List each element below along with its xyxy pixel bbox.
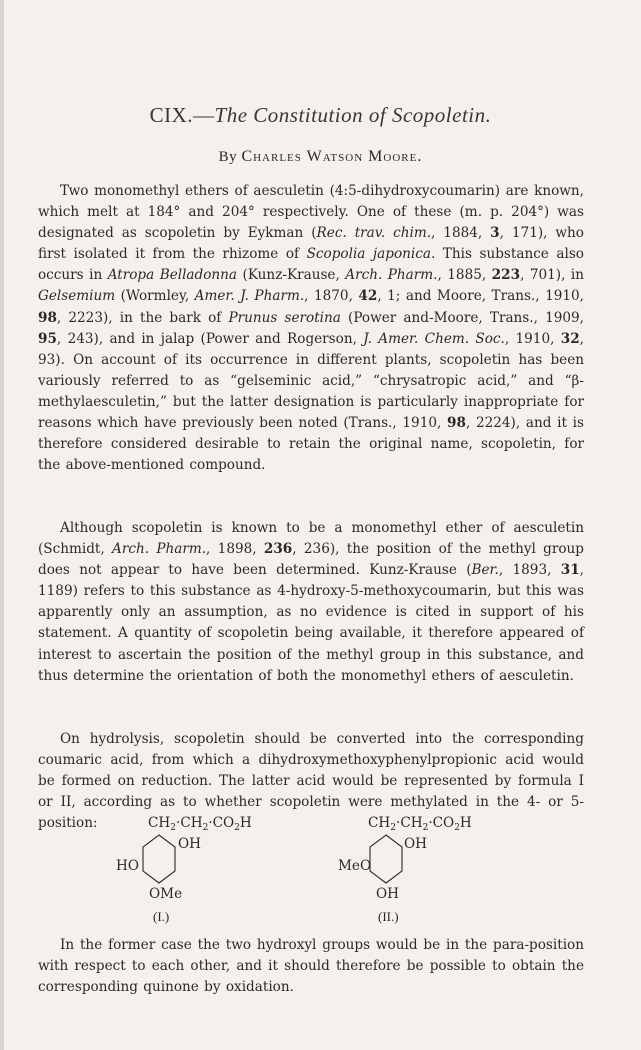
paragraph-1 (38, 181, 584, 476)
italic-text: Arch. Pharm. (112, 541, 207, 558)
text-run: , 1884, (431, 225, 491, 242)
text-run: , 1189) refers to this substance as 4-hydroxy-5-methoxycoumarin, but this was apparently only an assumption, as no evidence is cited in support of his statement. A quantity of scopoletin being available, it therefore appeared of interest to ascertain the position of the methyl group in this substance, and thus determine the orientation of both the monomethyl ethers of aesculetin. (38, 562, 584, 684)
italic-text: Amer. J. Pharm. (194, 288, 305, 305)
bold-volume: 95 (38, 330, 57, 347)
byline-prefix: By (218, 149, 238, 165)
article-title (0, 103, 641, 128)
text-run: Two monomethyl ethers of aesculetin (4:5-dihydroxycoumarin) are known, which melt at 184° and 204° respectively. One of these (m. p. 204°) was designated as scopoletin by Eykman ( (38, 183, 584, 242)
formula-1-ome: OMe (149, 886, 183, 902)
article-number: CIX.— (149, 103, 215, 127)
text-run: , 236), the position of the methyl group does not appear to have been determined. Kunz-Krause ( (38, 541, 584, 579)
text-run: In the former case the two hydroxyl groups would be in the para-position with respect to each other, and it should therefore be possible to obtain the corresponding quinone by oxidation. (38, 937, 584, 996)
text-run: , 93). On account of its occurrence in different plants, scopoletin has been variously referred to as “gelseminic acid,” “chrysatropic acid,” and “β-methylaesculetin,” but the latter designation is particularly inappropriate for reasons which have previously been noted (Trans., 1910, (38, 330, 584, 432)
formula-1-chain: $CH_2\cdot CH_2\cdot CO_2H$ (148, 815, 252, 833)
text-run: , 2223), in the bark of (56, 309, 229, 326)
text-run: . This substance also occurs in (38, 246, 584, 284)
paragraph-4 (38, 935, 584, 998)
formula-2-meo: MeO (338, 858, 372, 874)
text-run: , 243), and in jalap (Power and Rogerson, (56, 330, 364, 347)
italic-text: Rec. trav. chim. (316, 225, 432, 242)
text-run: Although scopoletin is known to be a monomethyl ether of aesculetin (Schmidt, (38, 520, 584, 558)
text-run: , 1870, (304, 288, 359, 305)
text-run: , 1910, (504, 330, 561, 347)
text-run: , 1898, (206, 541, 264, 558)
formula-2-benzene-ring (366, 833, 406, 889)
bold-volume: 32 (560, 330, 580, 347)
italic-text: Atropa Belladonna (107, 267, 238, 284)
bold-volume: 98 (38, 309, 57, 326)
italic-text: Scopolia japonica (306, 246, 431, 263)
italic-text: Prunus serotina (228, 309, 341, 326)
formula-2-chain: $CH_2\cdot CH_2\cdot CO_2H$ (368, 815, 472, 833)
text-run: , 1885, (437, 267, 492, 284)
byline (0, 148, 641, 166)
bold-volume: 223 (491, 267, 521, 284)
formula-2-oh-bottom: OH (376, 886, 399, 902)
text-run: , 701), in (520, 267, 585, 284)
italic-text: Arch. Pharm. (345, 267, 438, 284)
text-run: (Power and-Moore, Trans., 1909, (340, 309, 584, 326)
formula-1-ho: HO (116, 858, 139, 874)
bold-volume: 98 (447, 415, 466, 432)
italic-text: Gelsemium (38, 288, 116, 305)
paragraph-2 (38, 518, 584, 687)
italic-text: Ber. (471, 562, 499, 579)
paragraph-3 (38, 729, 584, 834)
formula-1-label: (I.) (153, 909, 170, 924)
formula-2-oh: OH (404, 836, 427, 852)
article-title-text: The Constitution of Scopoletin. (214, 103, 492, 127)
bold-volume: 3 (490, 225, 500, 242)
text-run: , 1; and Moore, Trans., 1910, (377, 288, 584, 305)
formula-1-benzene-ring (139, 833, 179, 889)
formula-1-oh: OH (178, 836, 201, 852)
text-run: (Kunz-Krause, (237, 267, 346, 284)
formula-2-label: (II.) (378, 909, 399, 924)
text-run: , 171), who first isolated it from the rhizome of (38, 225, 584, 263)
author-name: Charles Watson Moore. (241, 148, 423, 165)
bold-volume: 42 (358, 288, 378, 305)
text-run: (Wormley, (115, 288, 195, 305)
bold-volume: 31 (560, 562, 580, 579)
text-run: , 2224), and it is therefore considered desirable to retain the original name, scopoletin, for the above-mentioned compound. (38, 415, 584, 474)
text-run: On hydrolysis, scopoletin should be converted into the corresponding coumaric acid, from which a dihydroxymethoxyphenylpropionic acid would be formed on reduction. The latter acid would be represented by formula I or II, according as to whether scopoletin were methylated in the 4- or 5-position: (38, 731, 584, 832)
text-run: , 1893, (498, 562, 561, 579)
italic-text: J. Amer. Chem. Soc. (363, 330, 505, 347)
bold-volume: 236 (263, 541, 293, 558)
